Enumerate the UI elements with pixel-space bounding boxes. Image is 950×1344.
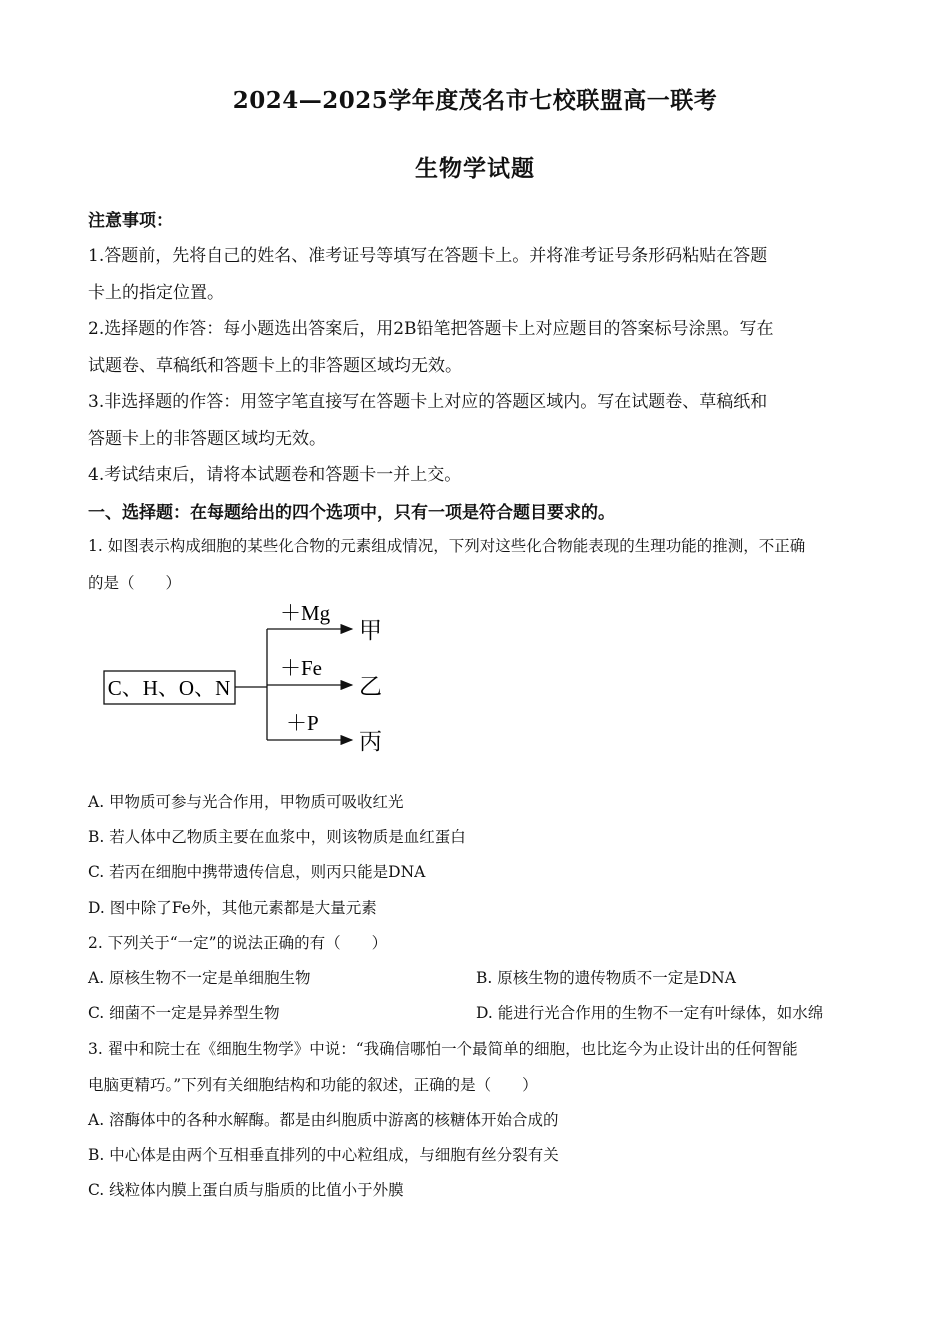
q1-option-c: C. 若丙在细胞中携带遗传信息，则丙只能是DNA (88, 863, 426, 881)
element-box-label: C、H、O、N (107, 676, 231, 700)
q3-option-a: A. 溶酶体中的各种水解酶。都是由纠胞质中游离的核糖体开始合成的 (88, 1111, 559, 1129)
notes-line: 答题卡上的非答题区域均无效。 (88, 429, 326, 449)
q2-option-d: D. 能进行光合作用的生物不一定有叶绿体，如水绵 (476, 1004, 824, 1022)
section-heading: 一、选择题：在每题给出的四个选项中，只有一项是符合题目要求的。 (88, 503, 615, 523)
notes-line: 4.考试结束后，请将本试题卷和答题卡一并上交。 (88, 465, 462, 485)
notes-line: 3.非选择题的作答：用签字笔直接写在答题卡上对应的答题区域内。写在试题卷、草稿纸和 (88, 392, 768, 412)
product-label: 甲 (359, 618, 382, 643)
branch-element-label: ＋P (286, 711, 319, 735)
notes-line: 试题卷、草稿纸和答题卡上的非答题区域均无效。 (88, 356, 462, 376)
exam-subtitle: 生物学试题 (415, 155, 535, 182)
product-label: 丙 (359, 729, 382, 754)
q2-stem: 2. 下列关于“一定”的说法正确的有（ ） (88, 934, 388, 952)
branch-element-label: ＋Fe (280, 656, 322, 680)
q3-option-b: B. 中心体是由两个互相垂直排列的中心粒组成，与细胞有丝分裂有关 (88, 1146, 559, 1164)
q2-option-c: C. 细菌不一定是异养型生物 (88, 1004, 280, 1022)
product-label: 乙 (359, 674, 382, 699)
q2-option-b: B. 原核生物的遗传物质不一定是DNA (476, 969, 736, 987)
q3-stem-cont: 电脑更精巧。”下列有关细胞结构和功能的叙述，正确的是（ ） (88, 1076, 538, 1094)
q3-stem: 3. 翟中和院士在《细胞生物学》中说：“我确信哪怕一个最简单的细胞，也比迄今为止设计出的任何智能 (88, 1040, 798, 1058)
q1-option-b: B. 若人体中乙物质主要在血浆中，则该物质是血红蛋白 (88, 828, 466, 846)
q1-option-a: A. 甲物质可参与光合作用，甲物质可吸收红光 (88, 793, 404, 811)
notes-line: 卡上的指定位置。 (88, 283, 224, 303)
notes-line: 1.答题前，先将自己的姓名、准考证号等填写在答题卡上。并将准考证号条形码粘贴在答题 (88, 246, 768, 266)
q1-stem-cont: 的是（ ） (88, 574, 182, 592)
q1-element-diagram (100, 598, 400, 760)
notes-heading: 注意事项： (88, 211, 173, 231)
q1-option-d: D. 图中除了Fe外，其他元素都是大量元素 (88, 899, 377, 917)
q3-option-c: C. 线粒体内膜上蛋白质与脂质的比值小于外膜 (88, 1181, 404, 1199)
branch-element-label: ＋Mg (280, 601, 331, 625)
exam-title: 2024—2025学年度茂名市七校联盟高一联考 (232, 87, 718, 114)
q2-option-a: A. 原核生物不一定是单细胞生物 (88, 969, 311, 987)
notes-line: 2.选择题的作答：每小题选出答案后，用2B铅笔把答题卡上对应题目的答案标号涂黑。写在 (88, 319, 774, 339)
q1-stem: 1. 如图表示构成细胞的某些化合物的元素组成情况，下列对这些化合物能表现的生理功能的推测，不正确 (88, 537, 806, 555)
